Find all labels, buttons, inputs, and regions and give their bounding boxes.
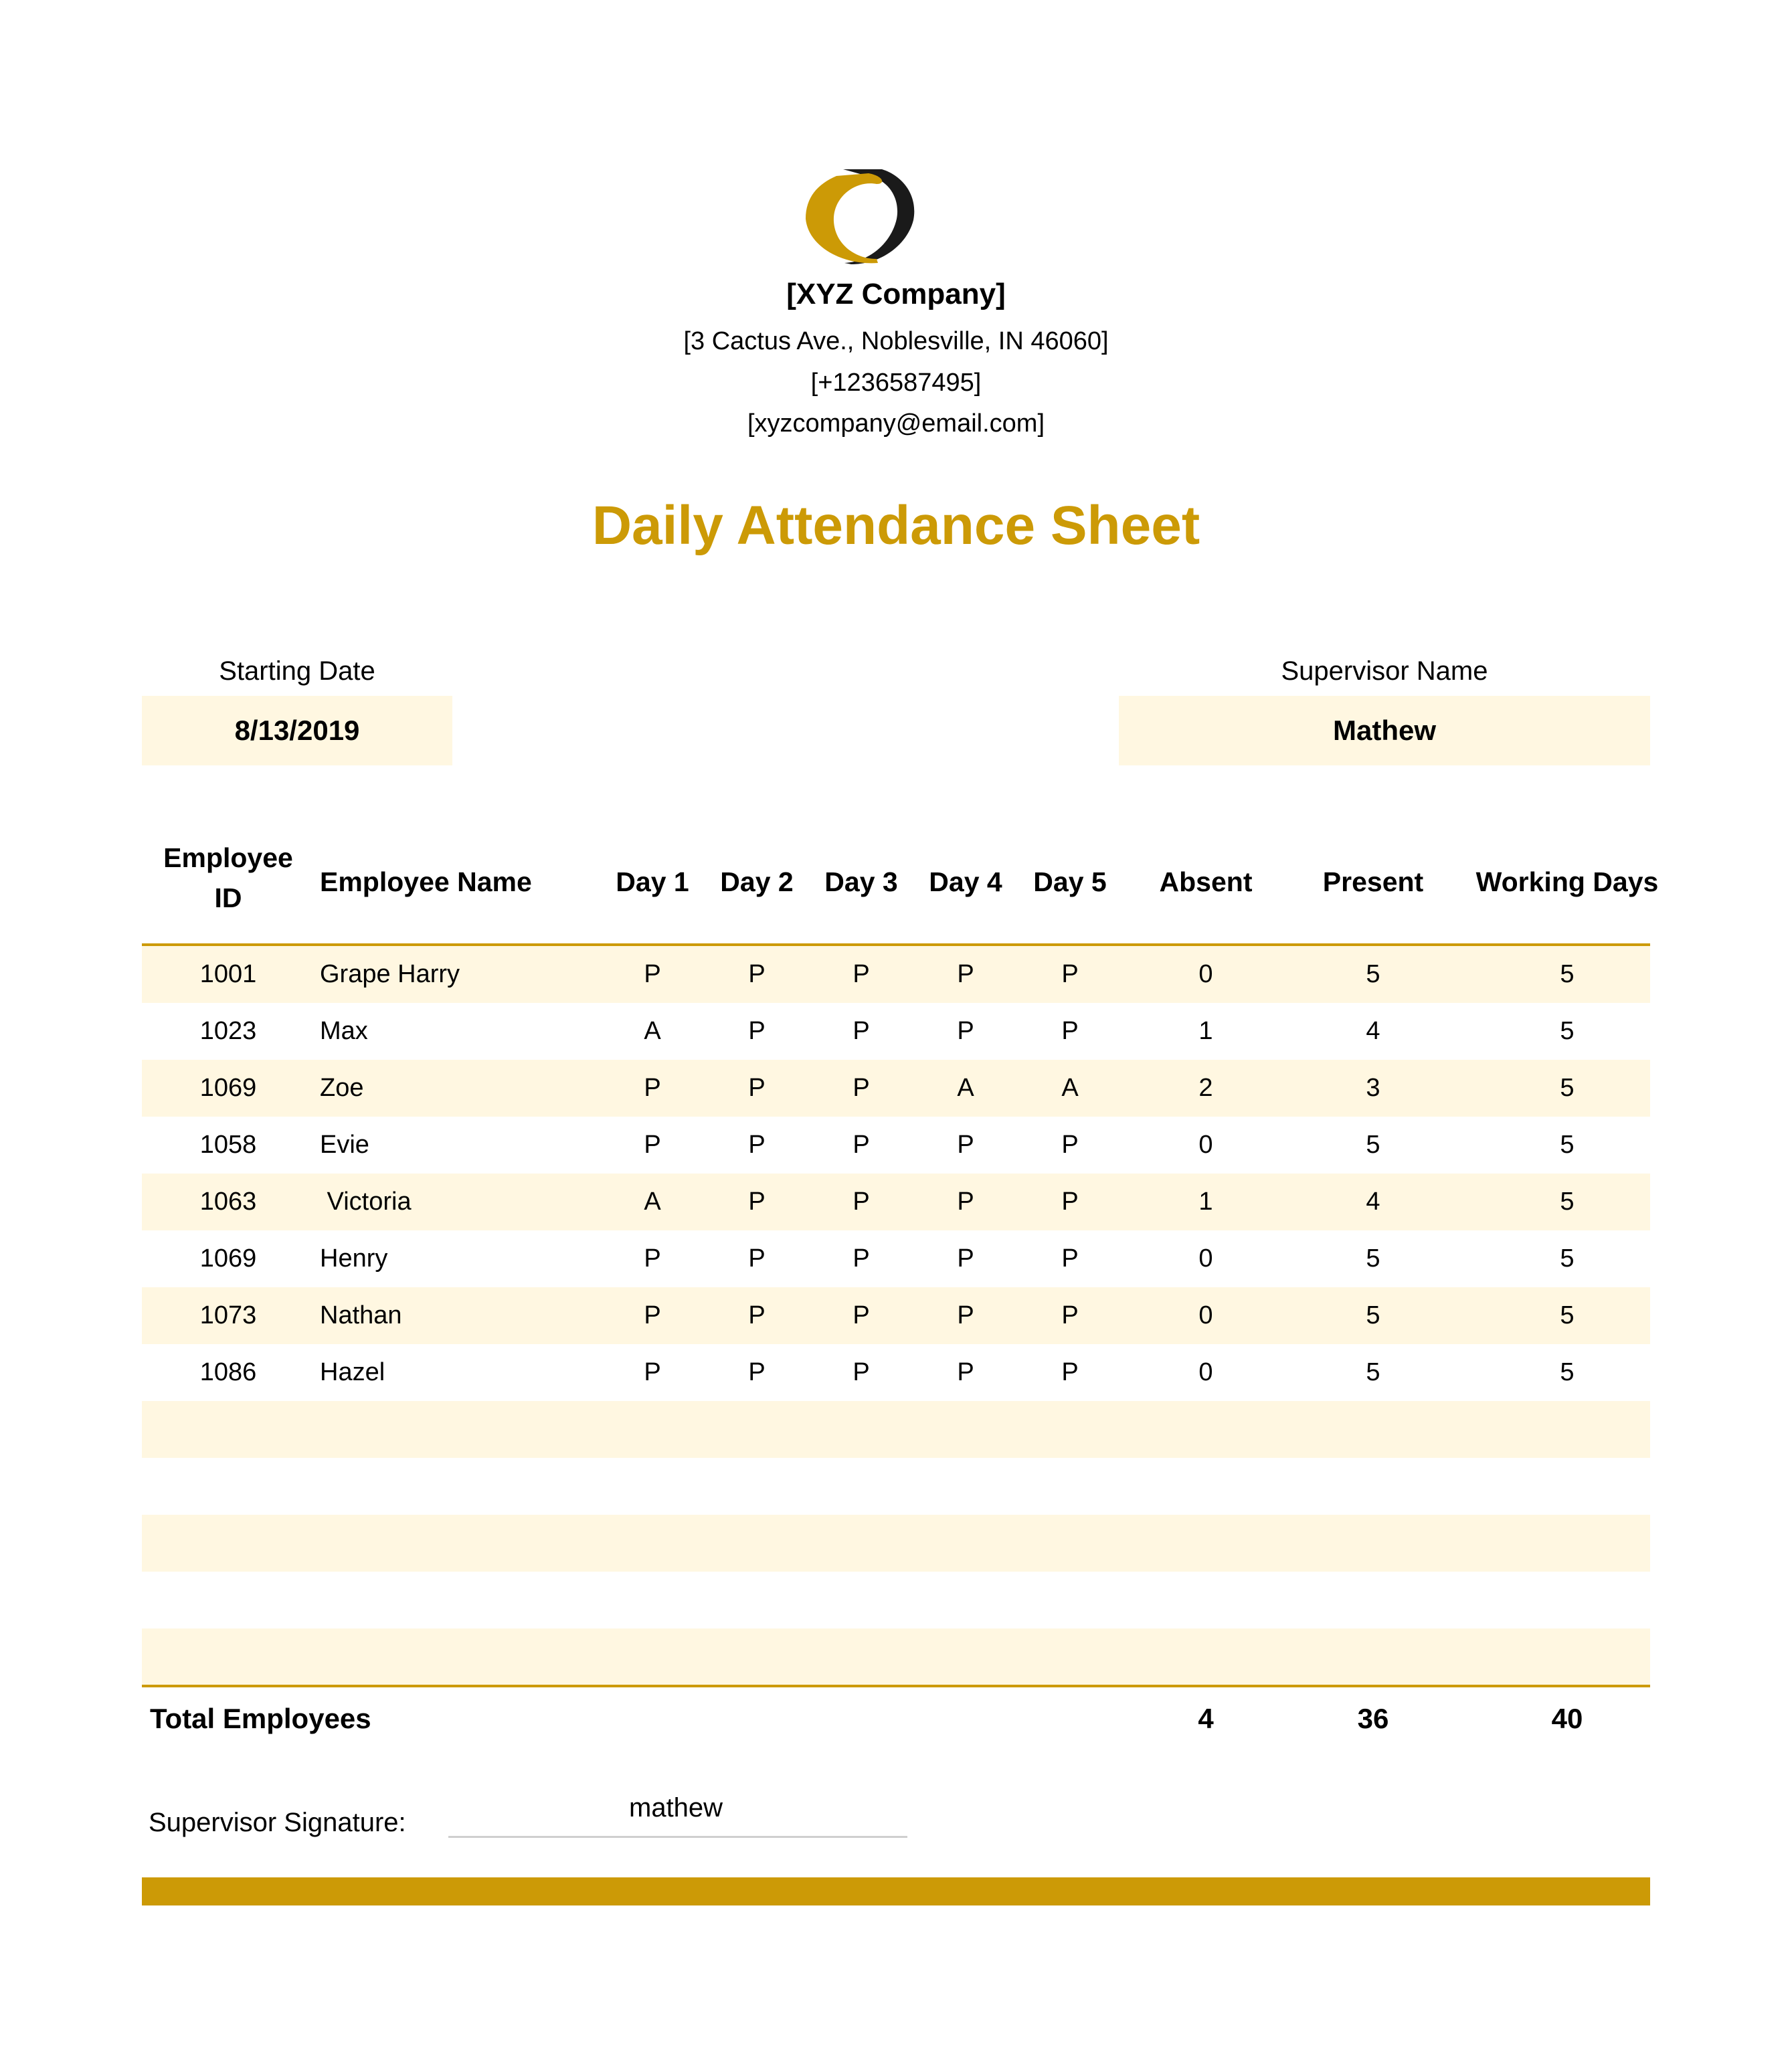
- table-row: [142, 1003, 1650, 1060]
- supervisor-signature-label: Supervisor Signature:: [149, 1808, 406, 1837]
- cell-present: 3: [1366, 1074, 1380, 1102]
- cell-employee-name: Grape Harry: [320, 960, 460, 988]
- starting-date-field[interactable]: 8/13/2019: [142, 696, 452, 765]
- cell-day5: P: [1061, 1188, 1079, 1216]
- supervisor-name-label: Supervisor Name: [1281, 656, 1488, 686]
- empty-table-row: [142, 1572, 1650, 1628]
- cell-present: 5: [1366, 1244, 1380, 1273]
- table-row: [142, 946, 1650, 1003]
- cell-day2: P: [748, 1188, 766, 1216]
- cell-day4: P: [957, 1131, 974, 1159]
- cell-day4: P: [957, 1017, 974, 1045]
- table-row: [142, 1287, 1650, 1344]
- cell-day4: P: [957, 1358, 974, 1386]
- cell-employee-name: Hazel: [320, 1358, 385, 1386]
- cell-day2: P: [748, 1358, 766, 1386]
- company-name: [XYZ Company]: [786, 278, 1006, 310]
- table-row: [142, 1174, 1650, 1230]
- cell-absent: 0: [1198, 960, 1213, 988]
- cell-day2: P: [748, 1244, 766, 1273]
- title-container: [0, 502, 1792, 555]
- cell-employee-id: 1023: [199, 1017, 257, 1045]
- cell-day5: P: [1061, 1017, 1079, 1045]
- cell-day4: P: [957, 960, 974, 988]
- header-employee-id-line2: ID: [214, 882, 242, 913]
- table-row: [142, 1117, 1650, 1174]
- cell-present: 5: [1366, 1301, 1380, 1329]
- cell-employee-id: 1073: [199, 1301, 257, 1329]
- cell-day3: P: [853, 1188, 870, 1216]
- cell-absent: 1: [1198, 1017, 1213, 1045]
- cell-day4: A: [957, 1074, 974, 1102]
- header-working-days: Working Days: [1475, 866, 1659, 897]
- cell-day2: P: [748, 960, 766, 988]
- cell-day5: P: [1061, 1358, 1079, 1386]
- company-phone: [+1236587495]: [810, 369, 982, 397]
- header-day2: Day 2: [720, 866, 794, 897]
- cell-present: 4: [1366, 1017, 1380, 1045]
- header-employee-name: Employee Name: [320, 866, 532, 897]
- table-row: [142, 1060, 1650, 1117]
- supervisor-name-field[interactable]: Mathew: [1119, 696, 1650, 765]
- starting-date-label: Starting Date: [219, 656, 375, 686]
- cell-working-days: 5: [1560, 960, 1575, 988]
- cell-present: 5: [1366, 1131, 1380, 1159]
- header-employee-id: [142, 838, 315, 918]
- attendance-table-body: [0, 946, 1792, 1685]
- cell-day1: P: [644, 1301, 661, 1329]
- cell-day3: P: [853, 1301, 870, 1329]
- cell-day2: P: [748, 1017, 766, 1045]
- cell-day1: P: [644, 1131, 661, 1159]
- company-logo: [803, 164, 918, 268]
- totals-divider: [142, 1685, 1650, 1687]
- cell-day3: P: [853, 1131, 870, 1159]
- header-day1: Day 1: [616, 866, 689, 897]
- cell-day1: A: [644, 1017, 661, 1045]
- empty-table-row: [142, 1458, 1650, 1515]
- total-present: 36: [1357, 1703, 1389, 1734]
- cell-working-days: 5: [1560, 1358, 1575, 1386]
- cell-day3: P: [853, 1244, 870, 1273]
- cell-working-days: 5: [1560, 1131, 1575, 1159]
- cell-absent: 0: [1198, 1244, 1213, 1273]
- cell-day5: P: [1061, 1131, 1079, 1159]
- header-day4: Day 4: [929, 866, 1002, 897]
- cell-employee-name: Max: [320, 1017, 368, 1045]
- empty-table-row: [142, 1401, 1650, 1458]
- cell-day4: P: [957, 1301, 974, 1329]
- cell-employee-id: 1063: [199, 1188, 257, 1216]
- total-employees-label: Total Employees: [150, 1703, 371, 1734]
- header-employee-id-line1: Employee: [163, 842, 293, 873]
- cell-day1: P: [644, 1244, 661, 1273]
- header-day5: Day 5: [1033, 866, 1107, 897]
- cell-day1: P: [644, 1074, 661, 1102]
- cell-employee-name: Nathan: [320, 1301, 402, 1329]
- cell-present: 5: [1366, 960, 1380, 988]
- cell-day3: P: [853, 1017, 870, 1045]
- cell-working-days: 5: [1560, 1188, 1575, 1216]
- total-absent: 4: [1198, 1703, 1214, 1734]
- cell-employee-id: 1058: [199, 1131, 257, 1159]
- cell-employee-id: 1001: [199, 960, 257, 988]
- cell-absent: 0: [1198, 1358, 1213, 1386]
- cell-day4: P: [957, 1188, 974, 1216]
- cell-employee-name: Evie: [320, 1131, 369, 1159]
- cell-employee-id: 1069: [199, 1074, 257, 1102]
- cell-employee-id: 1086: [199, 1358, 257, 1386]
- cell-day5: A: [1061, 1074, 1079, 1102]
- cell-employee-name: Victoria: [320, 1188, 412, 1216]
- cell-employee-name: Zoe: [320, 1074, 364, 1102]
- page-title: Daily Attendance Sheet: [592, 502, 1200, 555]
- header-present: Present: [1322, 866, 1424, 897]
- footer-bar: [142, 1877, 1650, 1905]
- supervisor-signature-value[interactable]: mathew: [629, 1793, 723, 1823]
- empty-table-row: [142, 1628, 1650, 1685]
- cell-working-days: 5: [1560, 1301, 1575, 1329]
- cell-day5: P: [1061, 1244, 1079, 1273]
- cell-present: 4: [1366, 1188, 1380, 1216]
- cell-absent: 1: [1198, 1188, 1213, 1216]
- cell-working-days: 5: [1560, 1017, 1575, 1045]
- cell-day2: P: [748, 1131, 766, 1159]
- empty-table-row: [142, 1515, 1650, 1572]
- signature-line: [448, 1836, 907, 1838]
- company-address: [3 Cactus Ave., Noblesville, IN 46060]: [683, 327, 1109, 355]
- cell-day5: P: [1061, 960, 1079, 988]
- cell-day3: P: [853, 1074, 870, 1102]
- cell-working-days: 5: [1560, 1244, 1575, 1273]
- cell-day3: P: [853, 960, 870, 988]
- header-day3: Day 3: [824, 866, 898, 897]
- cell-absent: 0: [1198, 1301, 1213, 1329]
- cell-day2: P: [748, 1074, 766, 1102]
- cell-working-days: 5: [1560, 1074, 1575, 1102]
- cell-absent: 0: [1198, 1131, 1213, 1159]
- cell-day4: P: [957, 1244, 974, 1273]
- cell-day2: P: [748, 1301, 766, 1329]
- total-working-days: 40: [1551, 1703, 1583, 1734]
- table-row: [142, 1344, 1650, 1401]
- company-email: [xyzcompany@email.com]: [747, 409, 1045, 438]
- cell-day5: P: [1061, 1301, 1079, 1329]
- cell-employee-name: Henry: [320, 1244, 388, 1273]
- cell-employee-id: 1069: [199, 1244, 257, 1273]
- cell-day1: P: [644, 1358, 661, 1386]
- header-absent: Absent: [1159, 866, 1253, 897]
- table-row: [142, 1230, 1650, 1287]
- cell-absent: 2: [1198, 1074, 1213, 1102]
- cell-day3: P: [853, 1358, 870, 1386]
- cell-day1: P: [644, 960, 661, 988]
- cell-present: 5: [1366, 1358, 1380, 1386]
- cell-day1: A: [644, 1188, 661, 1216]
